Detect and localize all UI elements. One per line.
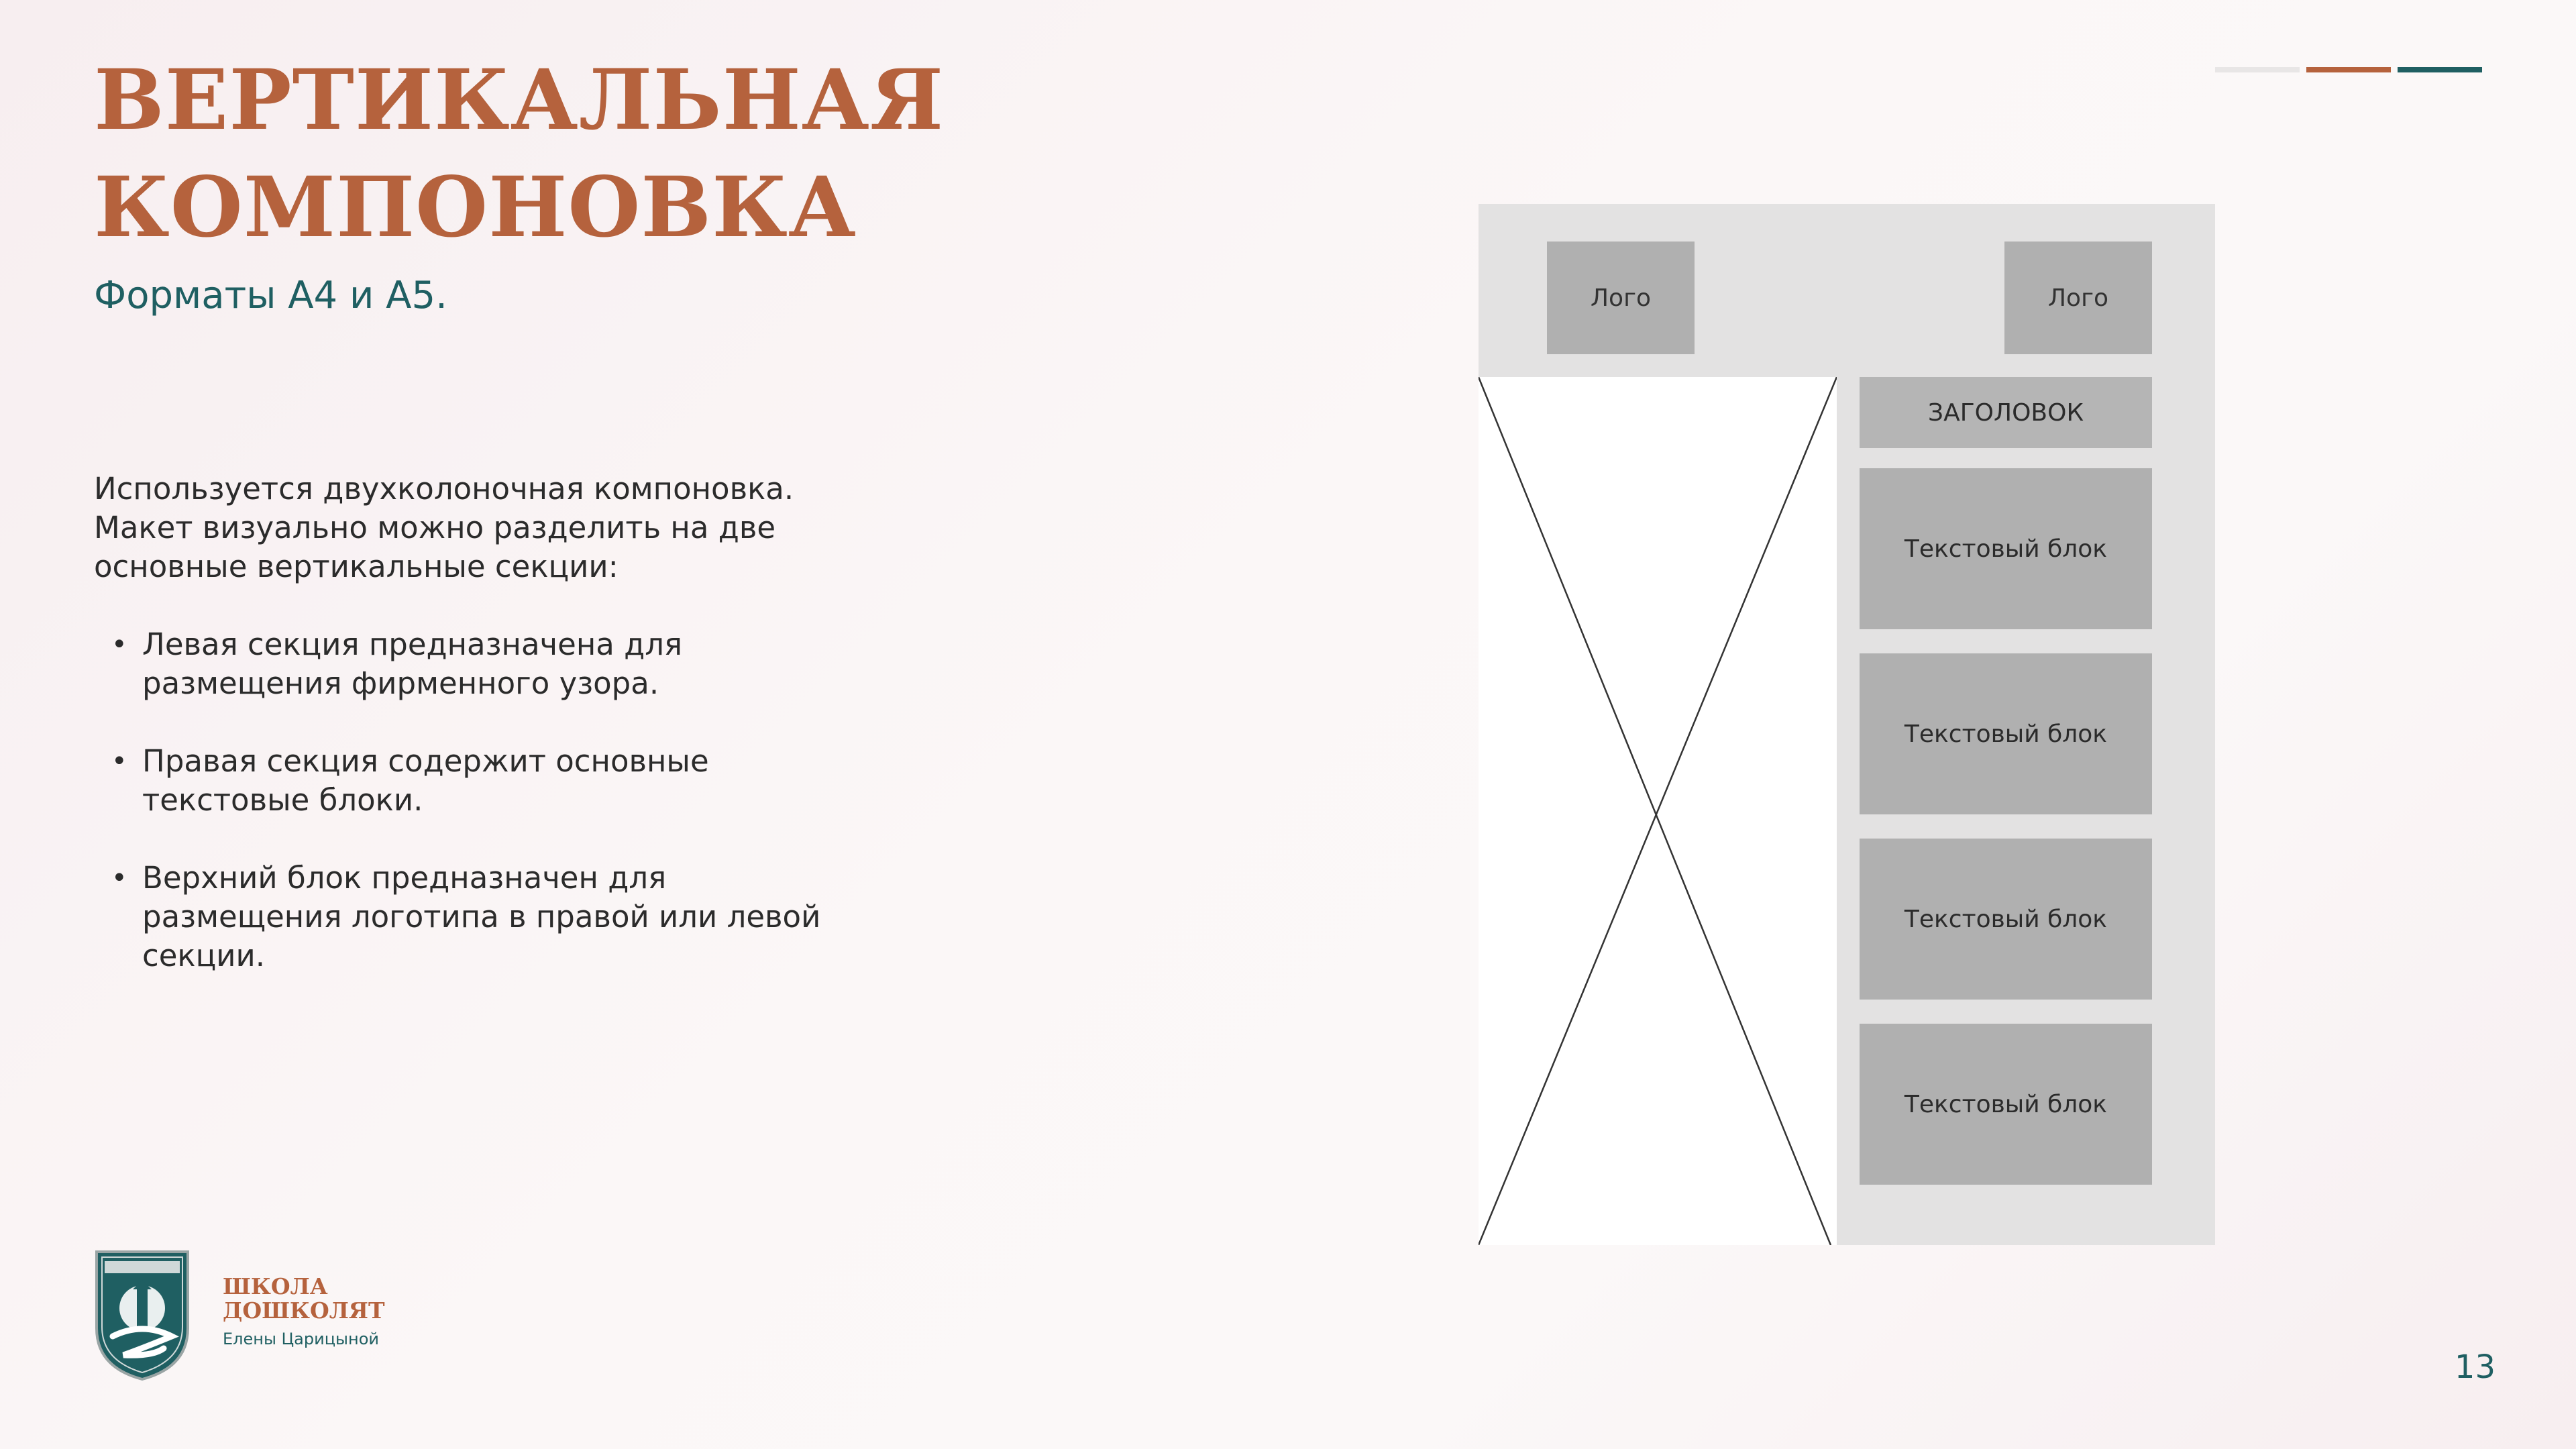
text-block-placeholder: Текстовый блок [1860,839,2152,1000]
logo-placeholder-left: Лого [1547,241,1695,354]
accent-line-teal [2398,67,2482,72]
accent-line-brown [2306,67,2391,72]
bullet-text [142,625,979,703]
text-block-placeholder: Текстовый блок [1860,1024,2152,1185]
subtitle: Форматы А4 и А5. [94,274,447,317]
bullet-dot: • [111,629,127,660]
image-placeholder-cross-icon [1479,377,1837,1245]
brand-wordmark [223,1275,385,1348]
intro-line-3: основные вертикальные секции: [94,549,619,584]
bullet-list [107,625,979,1014]
bullet-dot: • [111,863,127,894]
brand-subtitle: Елены Царицыной [223,1330,379,1348]
bullet-line: Верхний блок предназначен для [142,860,667,896]
text-block-placeholder: Текстовый блок [1860,653,2152,814]
heading-placeholder: ЗАГОЛОВОК [1860,377,2152,448]
intro-paragraph [94,470,966,586]
bullet-line: текстовые блоки. [142,782,423,818]
bullet-line: Левая секция предназначена для [142,627,683,662]
bullet-line: Правая секция содержит основные [142,743,709,779]
text-block-placeholder: Текстовый блок [1860,468,2152,629]
accent-lines [2215,67,2482,72]
brand-line-1: ШКОЛА [223,1273,328,1299]
title-line-1: ВЕРТИКАЛЬНАЯ [94,52,945,149]
bullet-item [107,625,979,703]
brand-line-2: ДОШКОЛЯТ [223,1297,385,1324]
bullet-line: размещения фирменного узора. [142,665,659,701]
bullet-item [107,742,979,820]
logo-placeholder-right: Лого [2004,241,2152,354]
title-line-2: КОМПОНОВКА [94,159,857,256]
intro-line-1: Используется двухколоночная компоновка. [94,471,794,506]
layout-mockup [1479,204,2215,1245]
bullet-line: секции. [142,938,266,973]
bullet-dot: • [111,746,127,777]
bullet-item [107,859,979,975]
bullet-line: размещения логотипа в правой или левой [142,899,821,934]
bullet-text [142,742,979,820]
page-title [94,47,1033,262]
intro-line-2: Макет визуально можно разделить на две [94,510,776,545]
page-number: 13 [2454,1348,2496,1386]
school-emblem-icon [93,1248,192,1382]
bullet-text [142,859,979,975]
accent-line-light [2215,67,2300,72]
pattern-image-placeholder [1479,377,1837,1245]
